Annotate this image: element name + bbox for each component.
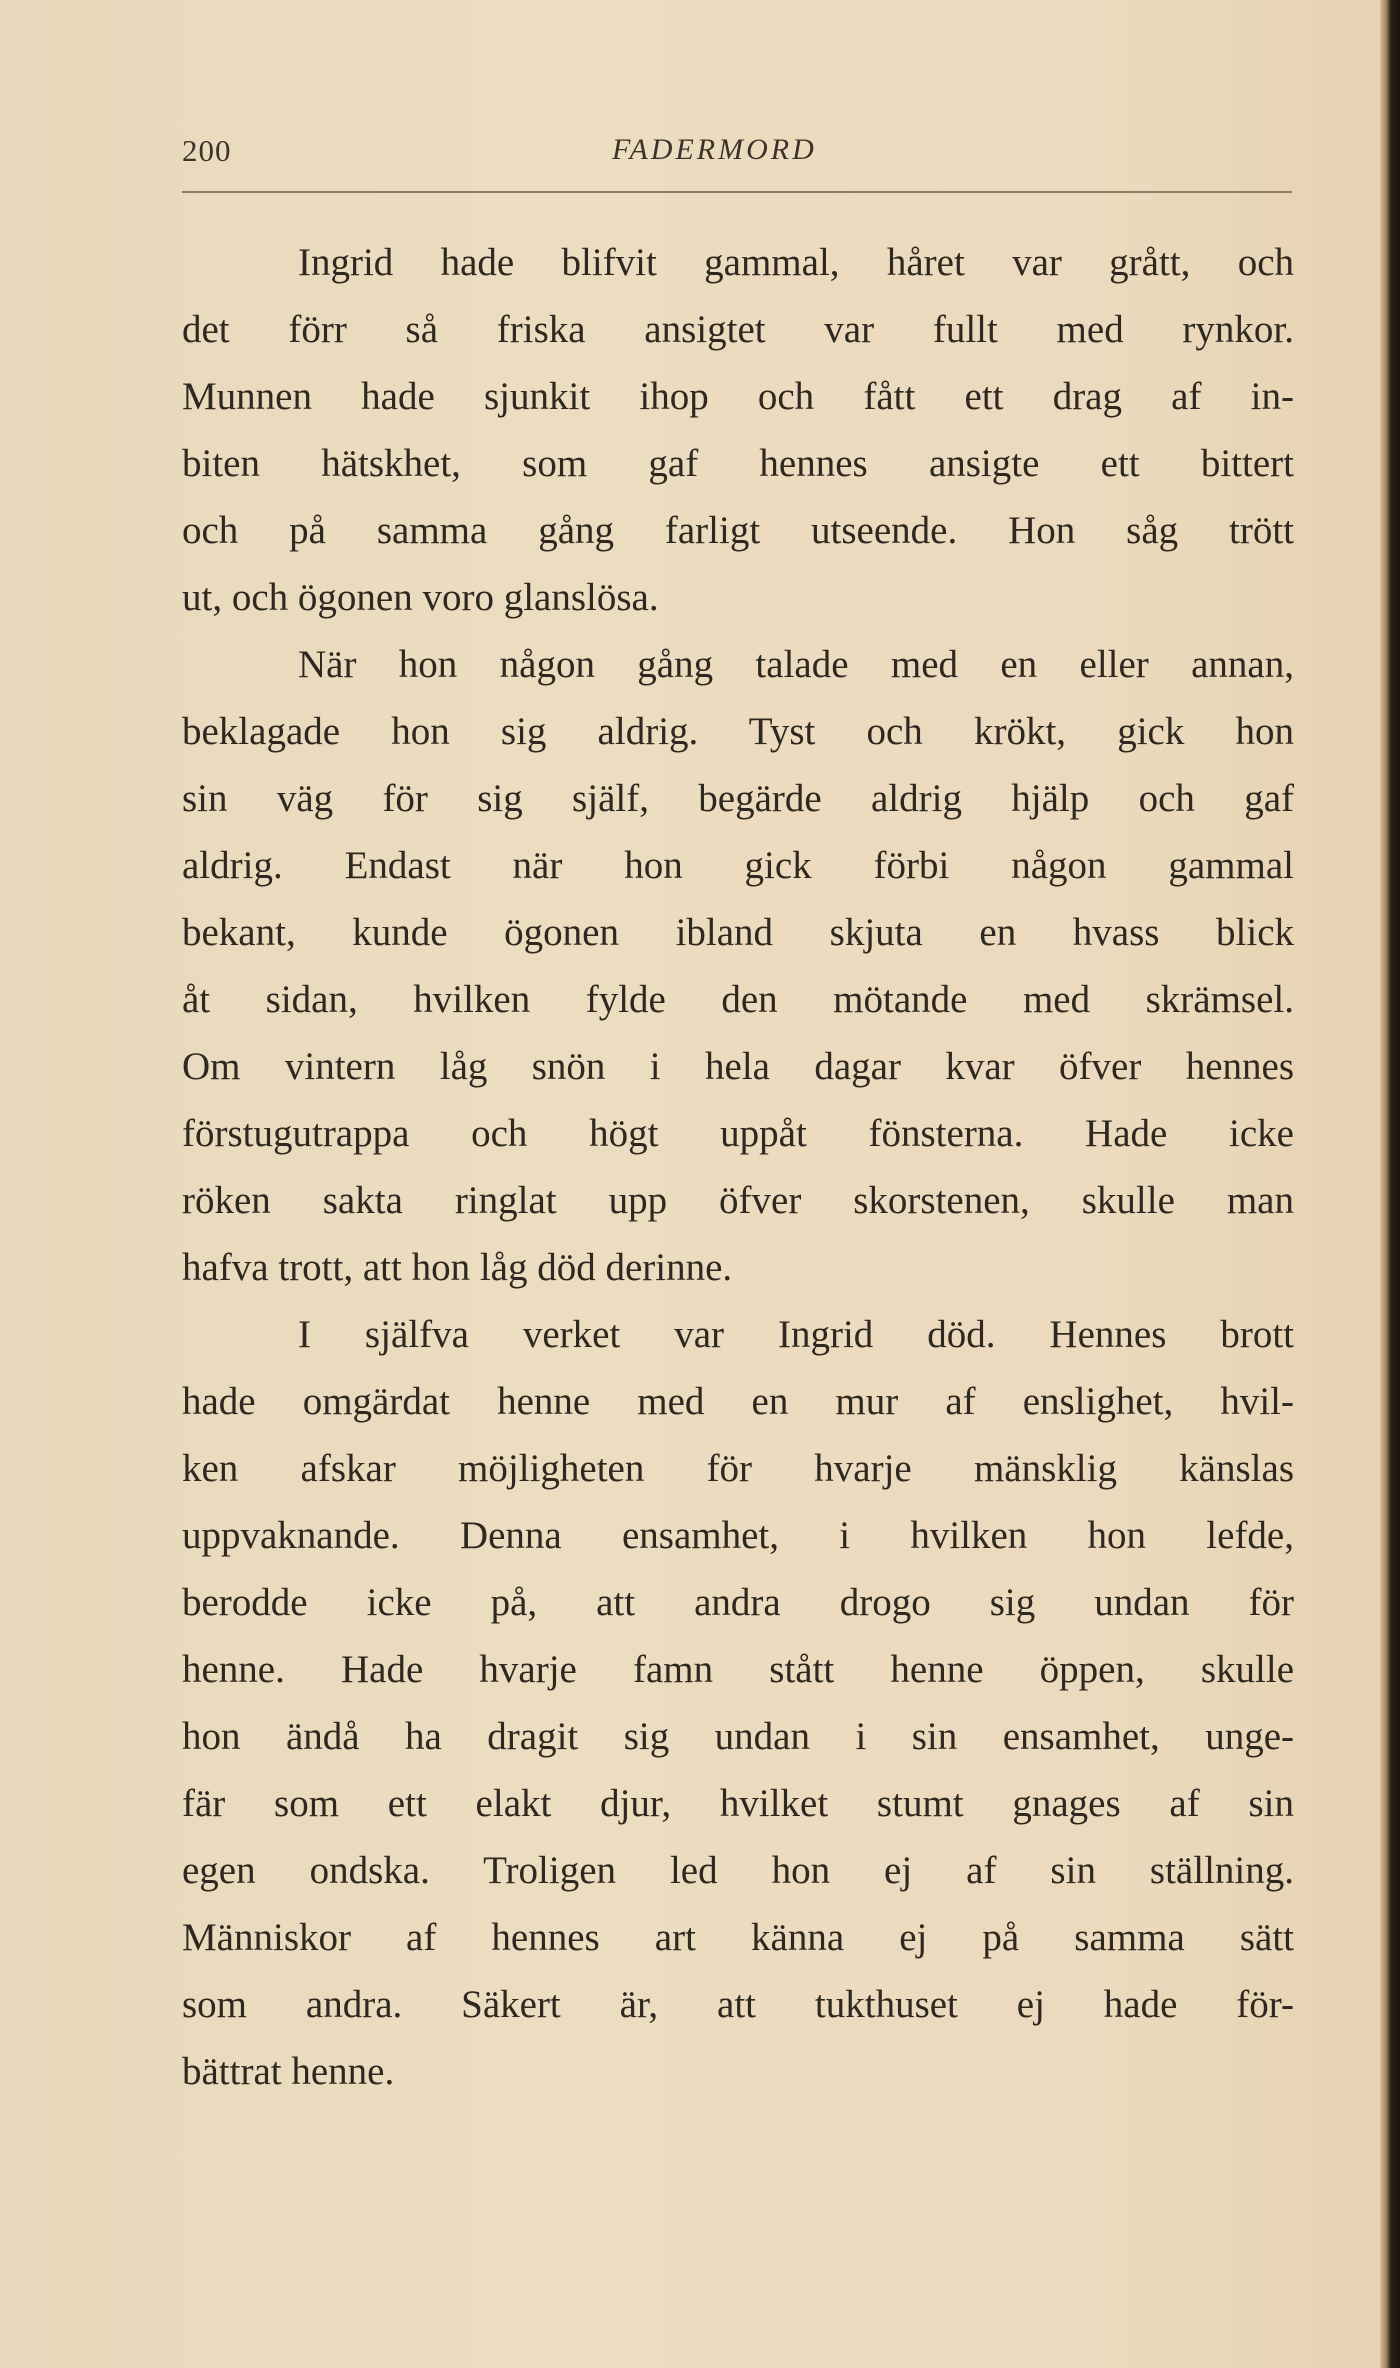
text-line: Om vintern låg snön i hela dagar kvar öfver hennes — [182, 1045, 1294, 1088]
text-line: hade omgärdat henne med en mur af enslighet, hvil- — [182, 1380, 1294, 1423]
running-title: FADERMORD — [612, 133, 817, 166]
text-line: förstugutrappa och högt uppåt fönsterna. Hade icke — [182, 1112, 1294, 1155]
page-edge — [1380, 0, 1400, 2368]
text-line: berodde icke på, att andra drogo sig undan för — [182, 1581, 1294, 1624]
text-line: Munnen hade sjunkit ihop och fått ett drag af in- — [182, 375, 1294, 418]
text-line: åt sidan, hvilken fylde den mötande med skrämsel. — [182, 978, 1294, 1021]
text-line: ut, och ögonen voro glanslösa. — [182, 576, 659, 619]
text-line: hon ändå ha dragit sig undan i sin ensamhet, unge- — [182, 1715, 1294, 1758]
text-line: uppvaknande. Denna ensamhet, i hvilken hon lefde, — [182, 1514, 1294, 1557]
text-line: fär som ett elakt djur, hvilket stumt gnages af sin — [182, 1782, 1294, 1825]
text-line: det förr så friska ansigtet var fullt med rynkor. — [182, 308, 1294, 351]
text-line: som andra. Säkert är, att tukthuset ej hade för- — [182, 1983, 1294, 2026]
text-line: När hon någon gång talade med en eller annan, — [298, 643, 1294, 686]
text-line: aldrig. Endast när hon gick förbi någon gammal — [182, 844, 1294, 887]
text-line: röken sakta ringlat upp öfver skorstenen, skulle man — [182, 1179, 1294, 1222]
text-line: I själfva verket var Ingrid död. Hennes brott — [298, 1313, 1294, 1356]
text-line: bättrat henne. — [182, 2050, 395, 2093]
text-line: henne. Hade hvarje famn stått henne öppen, skulle — [182, 1648, 1294, 1691]
text-line: ken afskar möjligheten för hvarje mänsklig känslas — [182, 1447, 1294, 1490]
text-line: beklagade hon sig aldrig. Tyst och krökt, gick hon — [182, 710, 1294, 753]
text-line: hafva trott, att hon låg död derinne. — [182, 1246, 733, 1289]
running-head — [182, 133, 1294, 183]
text-line: egen ondska. Troligen led hon ej af sin ställning. — [182, 1849, 1294, 1892]
text-line: och på samma gång farligt utseende. Hon såg trött — [182, 509, 1294, 552]
text-line: biten hätskhet, som gaf hennes ansigte ett bittert — [182, 442, 1294, 485]
text-line: Ingrid hade blifvit gammal, håret var grått, och — [298, 241, 1294, 284]
text-line: bekant, kunde ögonen ibland skjuta en hvass blick — [182, 911, 1294, 954]
text-line: Människor af hennes art känna ej på samma sätt — [182, 1916, 1294, 1959]
header-rule — [182, 191, 1292, 193]
body-text — [182, 229, 1294, 2105]
text-line: sin väg för sig själf, begärde aldrig hjälp och gaf — [182, 777, 1294, 820]
page-number: 200 — [182, 133, 232, 168]
